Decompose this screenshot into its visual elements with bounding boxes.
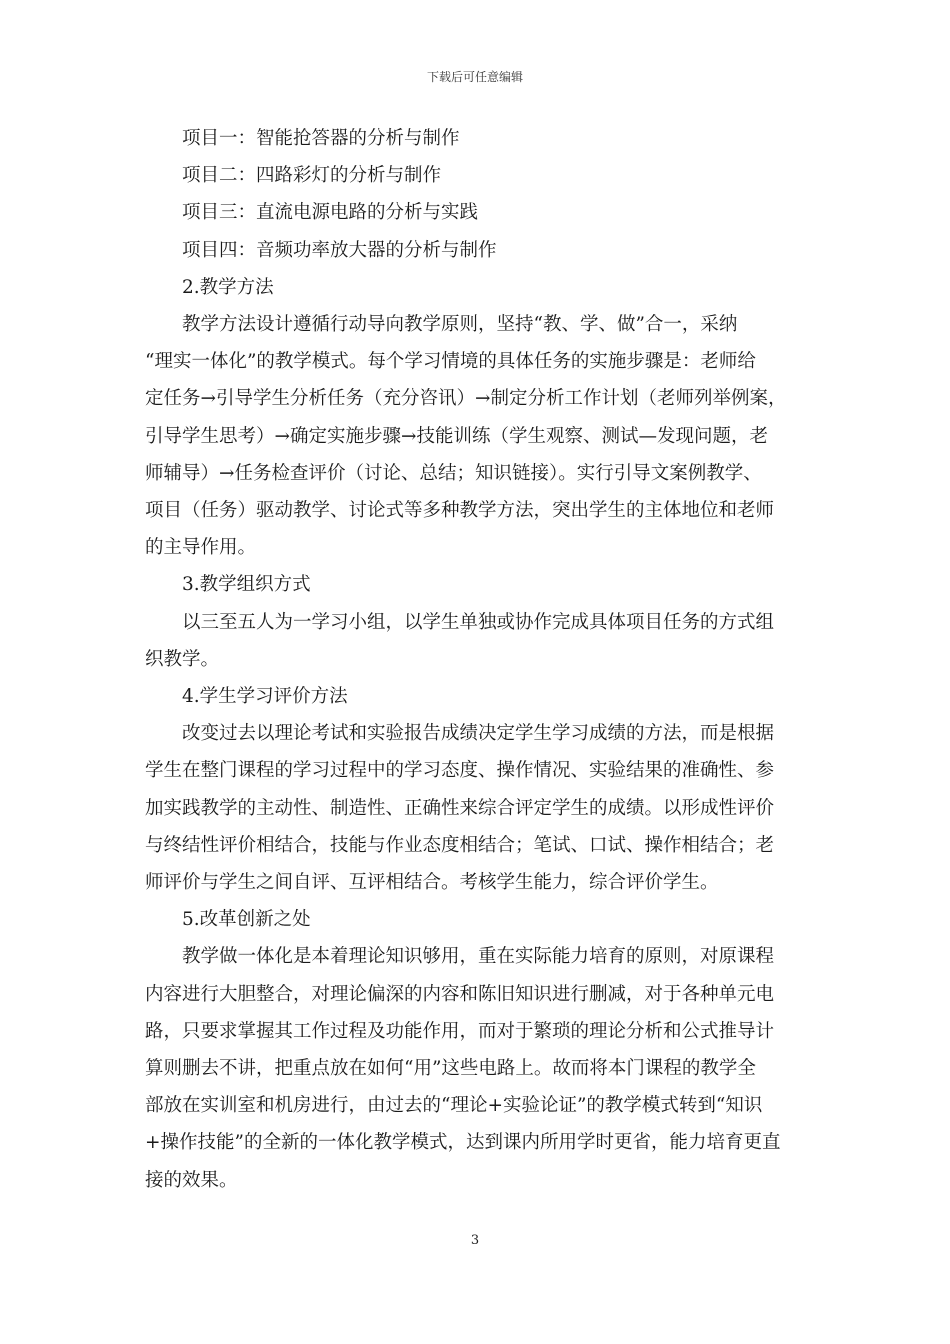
text-line: 师评价与学生之间自评、互评相结合。考核学生能力，综合评价学生。 bbox=[145, 872, 719, 894]
text-line: 部放在实训室和机房进行，由过去的“理论+实验论证”的教学模式转到“知识 bbox=[145, 1095, 763, 1117]
text-line: 定任务→引导学生分析任务（充分咨讯）→制定分析工作计划（老师列举例案， bbox=[145, 388, 787, 410]
project-item-1: 项目一：智能抢答器的分析与制作 bbox=[182, 128, 460, 149]
text-line: +操作技能”的全新的一体化教学模式，达到课内所用学时更省，能力培育更直 bbox=[145, 1132, 781, 1154]
text-line: 引导学生思考）→确定实施步骤→技能训练（学生观察、测试—发现问题，老 bbox=[145, 425, 769, 447]
section-heading-innovation: 5.改革创新之处 bbox=[182, 909, 311, 931]
section-heading-teaching-method: 2.教学方法 bbox=[182, 276, 274, 298]
text-line: 以三至五人为一学习小组，以学生单独或协作完成具体项目任务的方式组 bbox=[182, 611, 775, 633]
paragraph-teaching-method bbox=[145, 306, 810, 566]
project-item-3: 项目三：直流电源电路的分析与实践 bbox=[182, 202, 479, 224]
section-heading-evaluation: 4.学生学习评价方法 bbox=[182, 686, 348, 708]
paragraph-evaluation bbox=[145, 715, 810, 901]
text-line: 路，只要求掌握其工作过程及功能作用，而对于繁琐的理论分析和公式推导计 bbox=[145, 1020, 775, 1042]
page-header: 下载后可任意编辑 bbox=[426, 70, 523, 84]
text-line: 学生在整门课程的学习过程中的学习态度、操作情况、实验结果的准确性、参 bbox=[145, 760, 775, 782]
text-line: 算则删去不讲，把重点放在如何“用”这些电路上。故而将本门课程的教学全 bbox=[145, 1058, 756, 1080]
text-line: “理实一体化”的教学模式。每个学习情境的具体任务的实施步骤是：老师给 bbox=[145, 351, 756, 373]
text-line: 师辅导）→任务检查评价（讨论、总结；知识链接）。实行引导文案例教学、 bbox=[145, 462, 762, 484]
text-line: 接的效果。 bbox=[145, 1169, 238, 1191]
text-line: 与终结性评价相结合，技能与作业态度相结合；笔试、口试、操作相结合；老 bbox=[145, 834, 775, 856]
text-line: 项目（任务）驱动教学、讨论式等多种教学方法，突出学生的主体地位和老师 bbox=[145, 500, 775, 522]
page-number: 3 bbox=[470, 1233, 480, 1248]
text-line: 加实践教学的主动性、制造性、正确性来综合评定学生的成绩。以形成性评价 bbox=[145, 797, 775, 819]
text-line: 的主导作用。 bbox=[145, 537, 257, 559]
project-item-2: 项目二：四路彩灯的分析与制作 bbox=[182, 165, 442, 187]
paragraph-organization bbox=[145, 604, 810, 678]
text-line: 改变过去以理论考试和实验报告成绩决定学生学习成绩的方法，而是根据 bbox=[182, 723, 775, 745]
project-item-4: 项目四：音频功率放大器的分析与制作 bbox=[182, 239, 497, 261]
text-line: 织教学。 bbox=[145, 648, 220, 670]
section-heading-organization: 3.教学组织方式 bbox=[182, 574, 311, 596]
text-line: 教学方法设计遵循行动导向教学原则，坚持“教、学、做”合一，采纳 bbox=[182, 314, 738, 336]
document-body bbox=[145, 120, 810, 1199]
paragraph-innovation bbox=[145, 938, 810, 1198]
text-line: 教学做一体化是本着理论知识够用，重在实际能力培育的原则，对原课程 bbox=[182, 946, 775, 968]
text-line: 内容进行大胆整合，对理论偏深的内容和陈旧知识进行删减，对于各种单元电 bbox=[145, 983, 775, 1005]
